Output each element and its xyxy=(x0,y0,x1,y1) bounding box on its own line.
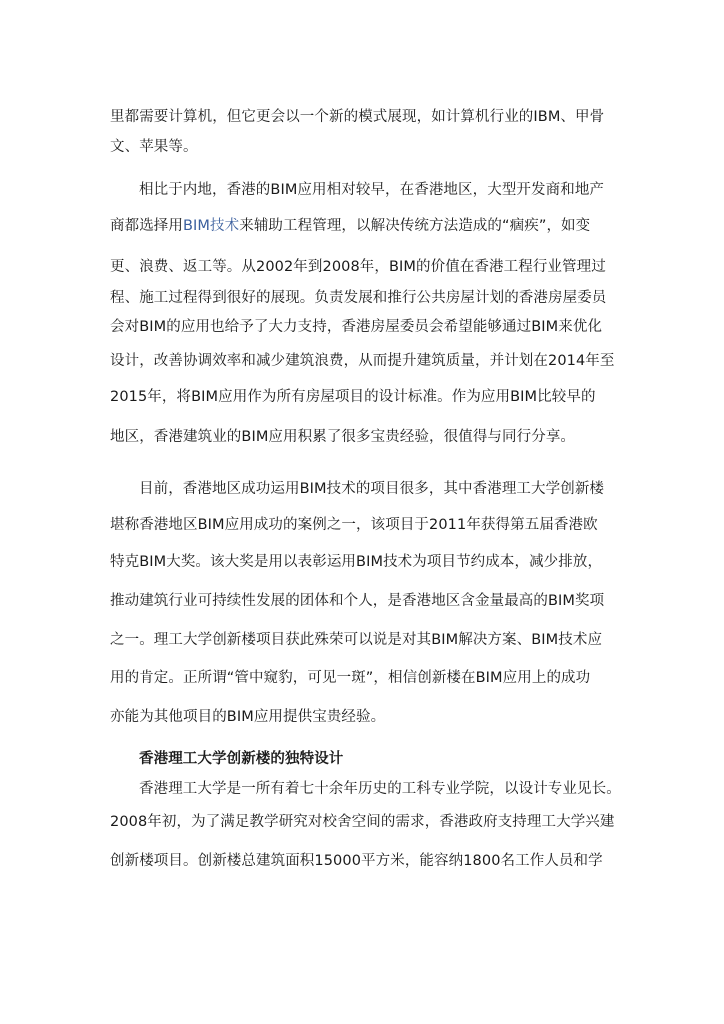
paragraph-line: 相比于内地，香港的BIM应用相对较早，在香港地区，大型开发商和地产 xyxy=(139,182,605,198)
paragraph-line: 香港理工大学是一所有着七十余年历史的工科专业学院，以设计专业见长。 xyxy=(139,781,621,797)
paragraph-line: 之一。理工大学创新楼项目获此殊荣可以说是对其BIM解决方案、BIM技术应 xyxy=(110,632,603,648)
paragraph-line: 会对BIM的应用也给予了大力支持，香港房屋委员会希望能够通过BIM来优化 xyxy=(110,319,603,335)
paragraph-line: 地区，香港建筑业的BIM应用积累了很多宝贵经验，很值得与同行分享。 xyxy=(110,429,576,445)
paragraph-line: 2008年初，为了满足教学研究对校舍空间的需求，香港政府支持理工大学兴建 xyxy=(110,814,615,830)
bim-technology-link[interactable]: BIM技术 xyxy=(183,218,240,234)
paragraph-line: 里都需要计算机，但它更会以一个新的模式展现，如计算机行业的IBM、甲骨 xyxy=(110,109,605,125)
paragraph-line: 设计，改善协调效率和减少建筑浪费，从而提升建筑质量，并计划在2014年至 xyxy=(110,353,615,369)
paragraph-line: 用的肯定。正所谓“管中窥豹，可见一斑”，相信创新楼在BIM应用上的成功 xyxy=(110,670,591,686)
section-heading: 香港理工大学创新楼的独特设计 xyxy=(139,751,344,767)
paragraph-line: 亦能为其他项目的BIM应用提供宝贵经验。 xyxy=(110,709,386,725)
paragraph-line xyxy=(110,216,590,236)
paragraph-line: 创新楼项目。创新楼总建筑面积15000平方米，能容纳1800名工作人员和学 xyxy=(110,853,603,869)
paragraph-line: 2015年，将BIM应用作为所有房屋项目的设计标准。作为应用BIM比较早的 xyxy=(110,389,596,405)
text-segment: 商都选择用 xyxy=(110,218,183,234)
paragraph-line: 目前，香港地区成功运用BIM技术的项目很多，其中香港理工大学创新楼 xyxy=(139,481,605,497)
paragraph-line: 更、浪费、返工等。从2002年到2008年，BIM的价值在香港工程行业管理过 xyxy=(110,259,606,275)
paragraph-line: 文、苹果等。 xyxy=(110,139,198,155)
text-segment: 来辅助工程管理，以解决传统方法造成的“痼疾”，如变 xyxy=(239,218,591,234)
paragraph-line: 堪称香港地区BIM应用成功的案例之一，该项目于2011年获得第五届香港欧 xyxy=(110,517,598,533)
paragraph-line: 程、施工过程得到很好的展现。负责发展和推行公共房屋计划的香港房屋委员 xyxy=(110,290,607,306)
paragraph-line: 特克BIM大奖。该大奖是用以表彰运用BIM技术为项目节约成本，减少排放， xyxy=(110,554,603,570)
paragraph-line: 推动建筑行业可持续性发展的团体和个人，是香港地区含金量最高的BIM奖项 xyxy=(110,593,605,609)
